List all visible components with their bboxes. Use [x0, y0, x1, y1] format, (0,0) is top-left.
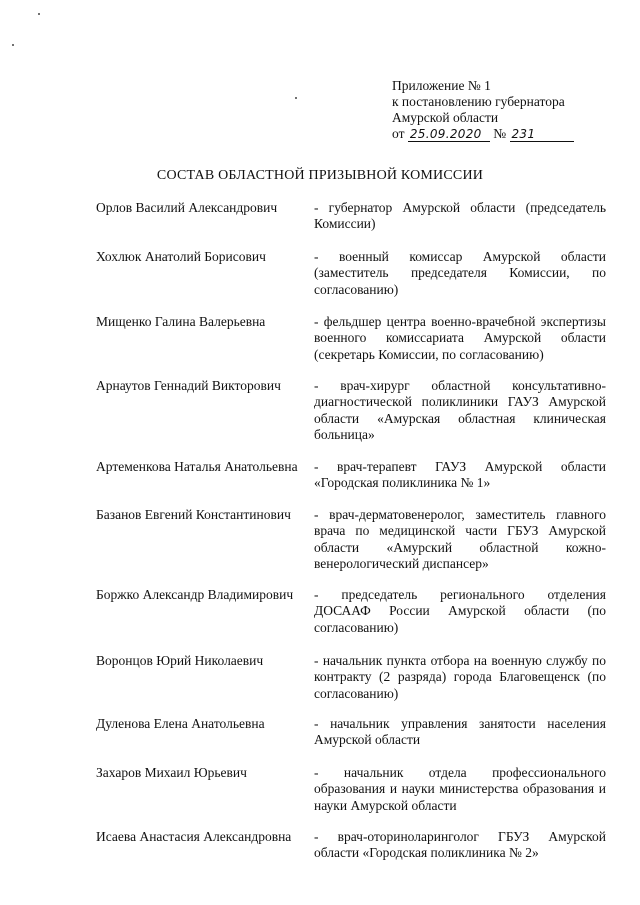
scan-speck [295, 97, 297, 99]
member-name: Боржко Александр Владимирович [96, 587, 294, 602]
date-prefix: от [392, 126, 405, 141]
handwritten-number: 231 [510, 128, 574, 142]
member-name: Захаров Михаил Юрьевич [96, 765, 247, 780]
appendix-line-3: Амурской области [392, 110, 499, 125]
appendix-date-line [392, 126, 574, 142]
document-title: СОСТАВ ОБЛАСТНОЙ ПРИЗЫВНОЙ КОМИССИИ [156, 168, 484, 183]
appendix-line-2: к постановлению губернатора [392, 94, 565, 109]
member-role: - военный комиссар Амурской области (заместитель председателя Комиссии, по согласованию) [314, 249, 606, 297]
member-role: - фельдшер центра военно-врачебной экспертизы военного комиссариата Амурской области (секретарь Комиссии, по согласованию) [314, 314, 606, 362]
member-name: Дуленова Елена Анатольевна [96, 716, 265, 731]
member-role: - врач-хирург областной консультативно-диагностической поликлиники ГАУЗ Амурской области «Амурская областная клиническая больница» [314, 378, 606, 442]
appendix-header [392, 78, 574, 142]
member-name: Арнаутов Геннадий Викторович [96, 378, 281, 393]
member-name: Воронцов Юрий Николаевич [96, 653, 264, 668]
member-role: - врач-терапевт ГАУЗ Амурской области «Городская поликлиника № 1» [314, 459, 606, 491]
member-name: Хохлюк Анатолий Борисович [96, 249, 266, 264]
number-prefix: № [493, 126, 507, 141]
scan-speck [12, 44, 14, 46]
member-role: - начальник отдела профессионального образования и науки министерства образования и науки Амурской области [314, 765, 606, 813]
member-name: Орлов Василий Александрович [96, 200, 278, 215]
member-name: Исаева Анастасия Александровна [96, 829, 292, 844]
appendix-line-1: Приложение № 1 [392, 78, 491, 93]
handwritten-date: 25.09.2020 [408, 128, 490, 142]
member-name: Базанов Евгений Константинович [96, 507, 291, 522]
member-name: Мищенко Галина Валерьевна [96, 314, 266, 329]
scan-speck [38, 13, 40, 15]
member-role: - начальник управления занятости населения Амурской области [314, 716, 606, 748]
member-name: Артеменкова Наталья Анатольевна [96, 459, 298, 474]
member-role: - председатель регионального отделения ДОСААФ России Амурской области (по согласованию) [314, 587, 606, 635]
member-role: - начальник пункта отбора на военную службу по контракту (2 разряда) города Благовещенск (по согласованию) [314, 653, 606, 701]
member-role: - врач-дерматовенеролог, заместитель главного врача по медицинской части ГБУЗ Амурской области «Амурский областной кожно-венерологический диспансер» [314, 507, 606, 571]
member-role: - врач-оториноларинголог ГБУЗ Амурской области «Городская поликлиника № 2» [314, 829, 606, 861]
member-role: - губернатор Амурской области (председатель Комиссии) [314, 200, 606, 232]
